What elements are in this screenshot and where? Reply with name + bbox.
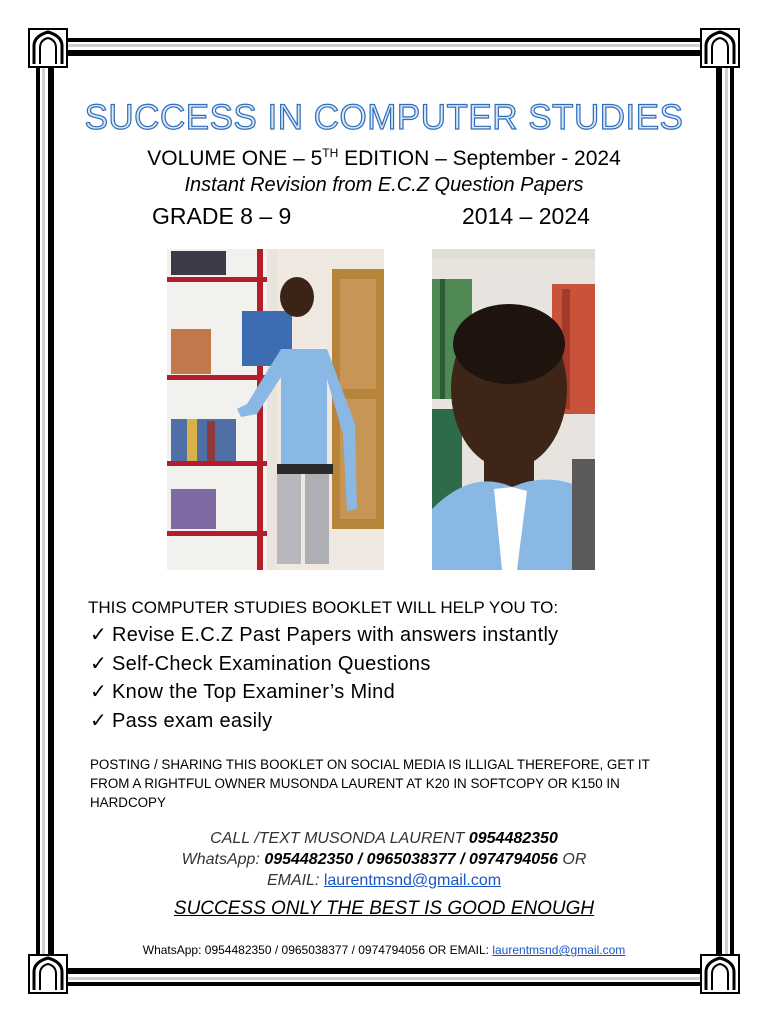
list-item	[90, 707, 558, 736]
whatsapp-numbers: 0954482350 / 0965038377 / 0974794056	[264, 851, 558, 868]
call-label: CALL /TEXT MUSONDA LAURENT	[210, 830, 469, 847]
subtitle: Instant Revision from E.C.Z Question Papers	[184, 174, 584, 196]
email-line	[60, 870, 708, 891]
copyright-notice: POSTING / SHARING THIS BOOKLET ON SOCIAL MEDIA IS ILLIGAL THEREFORE, GET IT FROM A RIGHTFUL OWNER MUSONDA LAURENT AT K20 IN SOFTCOPY OR K150 IN HARDCOPY	[90, 757, 650, 810]
footer-email-link[interactable]: laurentmsnd@gmail.com	[492, 943, 626, 957]
list-item-text: Know the Top Examiner’s Mind	[112, 681, 395, 703]
edition-line	[60, 146, 708, 171]
checkmark-icon: ✓	[90, 681, 108, 703]
slogan: SUCCESS ONLY THE BEST IS GOOD ENOUGH	[173, 898, 595, 919]
list-item-text: Revise E.C.Z Past Papers with answers instantly	[112, 624, 559, 646]
list-item-text: Pass exam easily	[112, 709, 273, 732]
book-title: SUCCESS IN COMPUTER STUDIES	[84, 98, 684, 137]
whatsapp-line	[60, 849, 708, 870]
whatsapp-label: WhatsApp:	[181, 851, 265, 868]
email-link[interactable]: laurentmsnd@gmail.com	[323, 872, 502, 889]
checkmark-icon: ✓	[90, 624, 108, 646]
list-item	[90, 678, 558, 707]
grade-range: GRADE 8 – 9	[152, 203, 292, 229]
corner-ornament-bottom-right	[700, 954, 740, 994]
footer-text: WhatsApp: 0954482350 / 0965038377 / 0974794056 OR EMAIL:	[142, 943, 493, 957]
footer	[60, 943, 708, 957]
list-item	[90, 650, 558, 679]
year-range: 2014 – 2024	[462, 203, 590, 229]
call-line	[60, 828, 708, 849]
list-item	[90, 621, 558, 650]
contact-block	[60, 828, 708, 891]
author-photo-portrait	[432, 249, 595, 570]
call-number: 0954482350	[468, 830, 558, 847]
corner-ornament-top-left	[28, 28, 68, 68]
or-label: OR	[557, 851, 587, 868]
email-label: EMAIL:	[266, 872, 324, 889]
volume-superscript: TH	[322, 146, 339, 160]
author-photo-bookshelf	[167, 249, 384, 570]
volume-suffix: EDITION – September - 2024	[338, 147, 621, 170]
checkmark-icon: ✓	[90, 709, 108, 732]
corner-ornament-bottom-left	[28, 954, 68, 994]
volume-prefix: VOLUME ONE – 5	[147, 147, 323, 170]
corner-ornament-top-right	[700, 28, 740, 68]
benefits-list	[90, 621, 558, 735]
benefits-heading: THIS COMPUTER STUDIES BOOKLET WILL HELP YOU TO:	[88, 598, 559, 617]
checkmark-icon: ✓	[90, 652, 108, 675]
list-item-text: Self-Check Examination Questions	[112, 652, 431, 675]
